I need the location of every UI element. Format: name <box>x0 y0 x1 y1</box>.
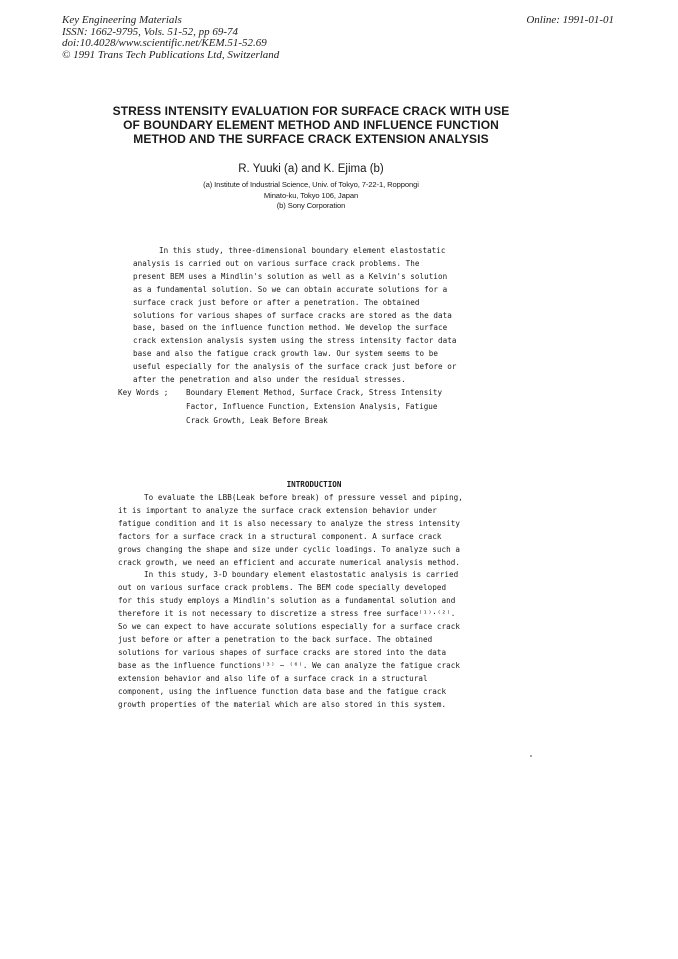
keywords-line: Crack Growth, Leak Before Break <box>186 416 328 425</box>
introduction-body <box>118 492 510 711</box>
affiliation-line: (a) Institute of Industrial Science, Univ. of Tokyo, 7-22-1, Roppongi <box>203 180 419 189</box>
body-line: extension behavior and also life of a surface crack in a structural <box>118 673 428 683</box>
body-line: So we can expect to have accurate solutions especially for a surface crack <box>118 622 461 632</box>
title-line: METHOD AND THE SURFACE CRACK EXTENSION ANALYSIS <box>133 132 489 146</box>
abstract-line: as a fundamental solution. So we can obtain accurate solutions for a <box>133 284 448 294</box>
abstract-line: crack extension analysis system using the stress intensity factor data <box>133 336 457 346</box>
title-line: STRESS INTENSITY EVALUATION FOR SURFACE CRACK WITH USE <box>112 104 510 118</box>
body-line: growth properties of the material which are also stored in this system. <box>118 699 447 709</box>
abstract-line: useful especially for the analysis of the surface crack just before or <box>133 362 457 372</box>
introduction-heading: INTRODUCTION <box>286 480 342 489</box>
abstract <box>133 245 497 387</box>
journal-name: Key Engineering Materials <box>62 14 182 26</box>
abstract-line: after the penetration and also under the residual stresses. <box>133 375 406 385</box>
abstract-line: present BEM uses a Mindlin's solution as well as a Kelvin's solution <box>133 271 448 281</box>
keywords-first-row <box>118 386 500 400</box>
body-line: crack growth, we need an efficient and accurate numerical analysis method. <box>118 557 461 567</box>
body-line: out on various surface crack problems. The BEM code specially developed <box>118 583 447 593</box>
abstract-line: surface crack just before or after a penetration. The obtained <box>133 297 420 307</box>
body-line: just before or after a penetration to the back surface. The obtained <box>118 634 433 644</box>
keywords-line: Boundary Element Method, Surface Crack, Stress Intensity <box>186 388 443 397</box>
abstract-line: In this study, three-dimensional boundary element elastostatic <box>159 246 446 255</box>
online-date: Online: 1991-01-01 <box>526 14 614 26</box>
abstract-line: analysis is carried out on various surface crack problems. The <box>133 258 420 268</box>
scan-speck <box>530 755 532 757</box>
body-line: In this study, 3-D boundary element elastostatic analysis is carried <box>144 570 459 580</box>
copyright-line: © 1991 Trans Tech Publications Ltd, Switzerland <box>62 48 280 61</box>
affiliations <box>100 180 522 212</box>
keywords-line: Factor, Influence Function, Extension Analysis, Fatigue <box>186 402 438 411</box>
body-line: it is important to analyze the surface crack extension behavior under <box>118 505 437 515</box>
keywords <box>118 386 500 428</box>
abstract-line: base, based on the influence function method. We develop the surface <box>133 323 448 333</box>
body-line: base as the influence functions⁽³⁾ ~ ⁽⁶⁾. We can analyze the fatigue crack <box>118 660 461 670</box>
body-line: fatigue condition and it is also necessary to analyze the stress intensity <box>118 518 461 528</box>
keywords-label: Key Words ; <box>118 388 169 397</box>
abstract-line: solutions for various shapes of surface cracks are stored as the data <box>133 310 452 320</box>
title-line: OF BOUNDARY ELEMENT METHOD AND INFLUENCE FUNCTION <box>123 118 499 132</box>
journal-header <box>62 15 279 61</box>
paper-title <box>100 104 522 146</box>
body-line: component, using the influence function data base and the fatigue crack <box>118 686 447 696</box>
issn-line: ISSN: 1662-9795, Vols. 51-52, pp 69-74 <box>62 25 238 38</box>
affiliation-line: (b) Sony Corporation <box>276 201 346 210</box>
body-line: grows changing the shape and size under cyclic loadings. To analyze such a <box>118 544 461 554</box>
affiliation-line: Minato-ku, Tokyo 106, Japan <box>263 190 359 200</box>
body-line: factors for a surface crack in a structural component. A surface crack <box>118 531 442 541</box>
body-line: for this study employs a Mindlin's solution as a fundamental solution and <box>118 596 456 606</box>
doi-line: doi:10.4028/www.scientific.net/KEM.51-52.69 <box>62 37 267 49</box>
body-line: To evaluate the LBB(Leak before break) of pressure vessel and piping, <box>144 493 463 502</box>
body-line: therefore it is not necessary to discretize a stress free surface⁽¹⁾·⁽²⁾. <box>118 609 456 619</box>
body-line: solutions for various shapes of surface cracks are stored into the data <box>118 647 447 657</box>
authors: R. Yuuki (a) and K. Ejima (b) <box>238 163 384 175</box>
abstract-line: base and also the fatigue crack growth law. Our system seems to be <box>133 349 439 359</box>
